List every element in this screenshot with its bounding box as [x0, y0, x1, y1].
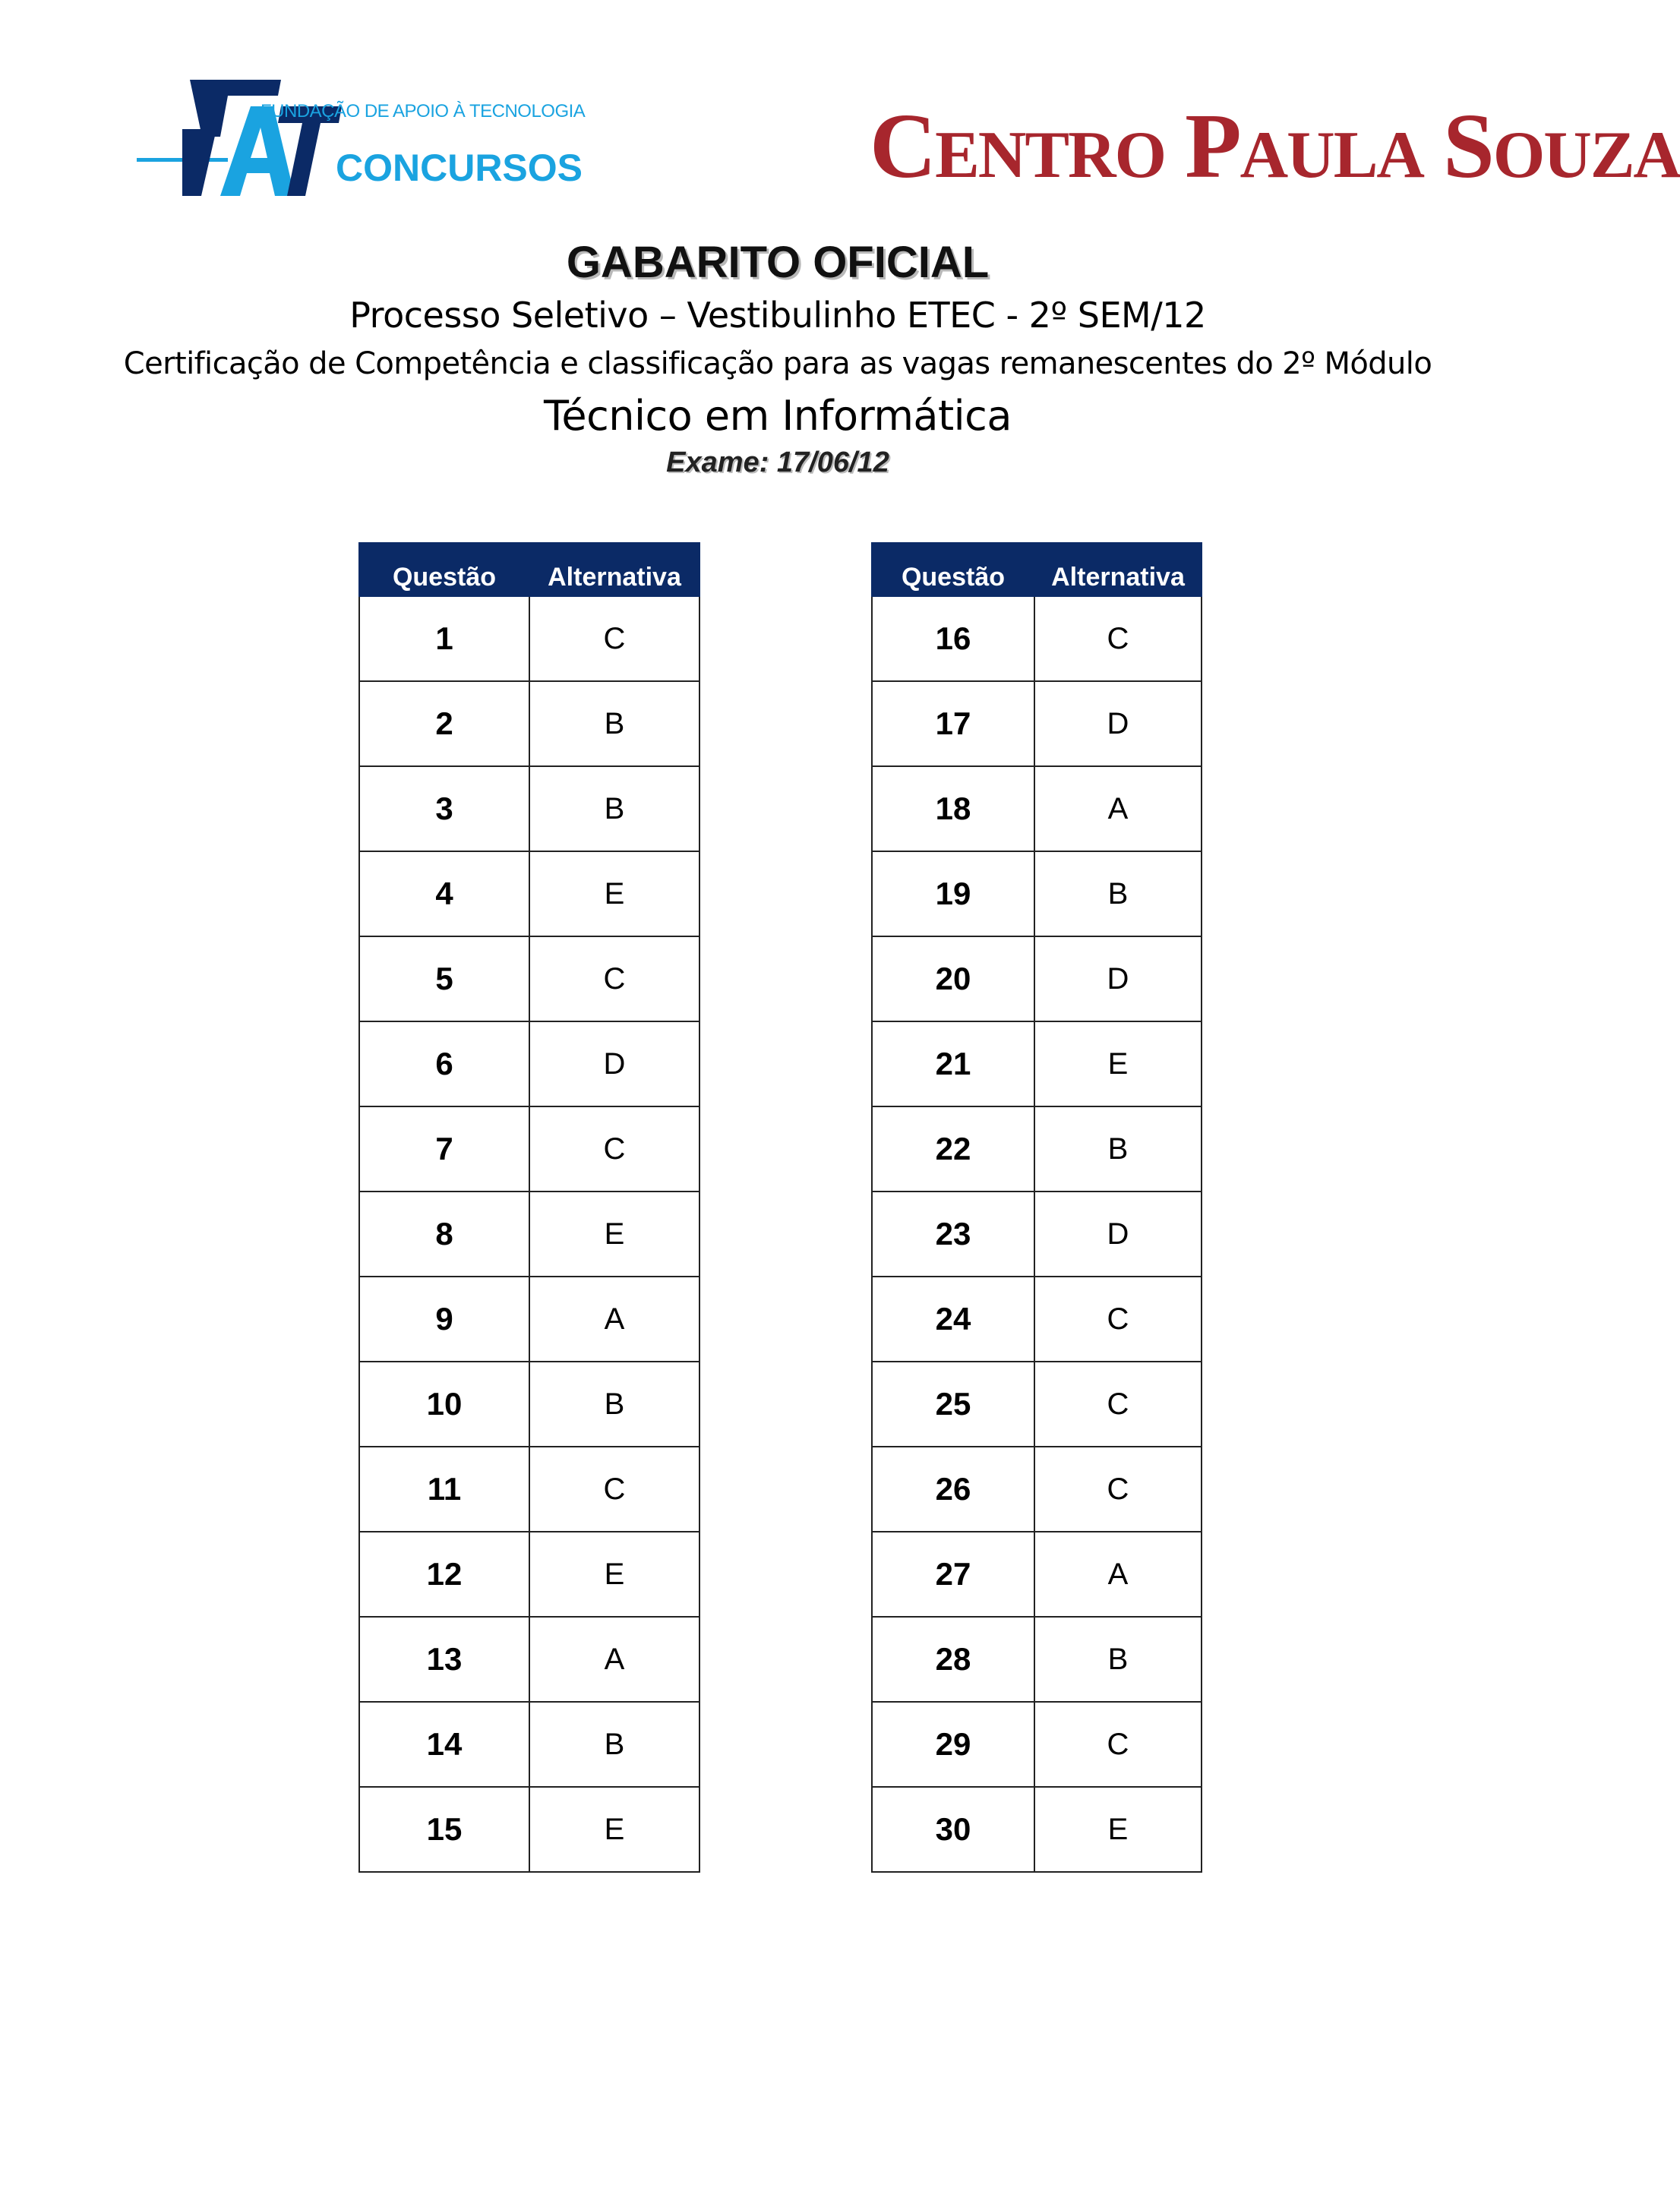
answer-alternative: A [529, 1277, 699, 1362]
table-row [359, 1021, 699, 1106]
table-row [359, 596, 699, 681]
answer-alternative: E [529, 1787, 699, 1872]
answer-alternative: B [529, 1362, 699, 1447]
question-number: 1 [359, 596, 529, 681]
table-row [359, 851, 699, 936]
table-header-row [359, 543, 699, 596]
answer-alternative: D [529, 1021, 699, 1106]
question-number: 3 [359, 766, 529, 851]
answer-alternative: E [529, 1192, 699, 1277]
question-number: 10 [359, 1362, 529, 1447]
header-alternativa: Alternativa [529, 543, 699, 596]
question-number: 20 [872, 936, 1034, 1021]
answer-alternative: A [1034, 1532, 1202, 1617]
answer-alternative: B [1034, 1617, 1202, 1702]
table-row [359, 1787, 699, 1872]
answer-alternative: E [1034, 1787, 1202, 1872]
question-number: 28 [872, 1617, 1034, 1702]
header-questao: Questão [872, 543, 1034, 596]
answer-alternative: B [1034, 1106, 1202, 1192]
question-number: 12 [359, 1532, 529, 1617]
table-row [359, 936, 699, 1021]
question-number: 9 [359, 1277, 529, 1362]
table-row [359, 766, 699, 851]
table-row [872, 596, 1202, 681]
answer-alternative: E [529, 1532, 699, 1617]
table-row [872, 1702, 1202, 1787]
table-row [872, 1362, 1202, 1447]
answer-alternative: B [529, 681, 699, 766]
table-row [872, 1192, 1202, 1277]
answer-alternative: C [529, 596, 699, 681]
fat-wordmark: CONCURSOS [336, 147, 583, 189]
answer-alternative: D [1034, 681, 1202, 766]
centro-paula-souza-logo: CENTRO PAULA SOUZA [870, 95, 1680, 197]
table-row [359, 681, 699, 766]
answer-alternative: E [529, 851, 699, 936]
answer-alternative: C [1034, 596, 1202, 681]
table-row [872, 1106, 1202, 1192]
answer-alternative: C [1034, 1277, 1202, 1362]
answer-table-left-body [359, 596, 699, 1872]
answer-alternative: B [529, 1702, 699, 1787]
answer-alternative: C [1034, 1447, 1202, 1532]
question-number: 17 [872, 681, 1034, 766]
answer-alternative: D [1034, 1192, 1202, 1277]
table-header-row [872, 543, 1202, 596]
question-number: 25 [872, 1362, 1034, 1447]
answer-alternative: A [529, 1617, 699, 1702]
fat-logo-mark-icon [137, 76, 342, 205]
question-number: 24 [872, 1277, 1034, 1362]
table-row [359, 1106, 699, 1192]
answer-alternative: A [1034, 766, 1202, 851]
question-number: 23 [872, 1192, 1034, 1277]
question-number: 22 [872, 1106, 1034, 1192]
answer-alternative: C [1034, 1702, 1202, 1787]
question-number: 16 [872, 596, 1034, 681]
question-number: 30 [872, 1787, 1034, 1872]
table-row [872, 1277, 1202, 1362]
header-questao: Questão [359, 543, 529, 596]
answer-alternative: B [529, 766, 699, 851]
answer-alternative: D [1034, 936, 1202, 1021]
question-number: 7 [359, 1106, 529, 1192]
question-number: 4 [359, 851, 529, 936]
header-alternativa: Alternativa [1034, 543, 1202, 596]
question-number: 18 [872, 766, 1034, 851]
answer-alternative: B [1034, 851, 1202, 936]
process-subtitle: Processo Seletivo – Vestibulinho ETEC - 2º SEM/12 [349, 295, 1206, 336]
table-row [359, 1277, 699, 1362]
table-row [359, 1362, 699, 1447]
table-row [359, 1532, 699, 1617]
question-number: 11 [359, 1447, 529, 1532]
table-row [359, 1702, 699, 1787]
question-number: 5 [359, 936, 529, 1021]
table-row [872, 1021, 1202, 1106]
table-row [872, 1532, 1202, 1617]
answer-table-right [871, 542, 1202, 1873]
table-row [872, 766, 1202, 851]
question-number: 21 [872, 1021, 1034, 1106]
table-row [359, 1617, 699, 1702]
answer-alternative: C [1034, 1362, 1202, 1447]
question-number: 6 [359, 1021, 529, 1106]
table-row [872, 1787, 1202, 1872]
certification-subtitle: Certificação de Competência e classificação para as vagas remanescentes do 2º Módulo [123, 346, 1432, 381]
fat-concursos-logo [137, 76, 586, 205]
question-number: 14 [359, 1702, 529, 1787]
table-row [872, 851, 1202, 936]
table-row [872, 936, 1202, 1021]
answer-alternative: C [529, 1106, 699, 1192]
table-row [359, 1192, 699, 1277]
answer-alternative: C [529, 1447, 699, 1532]
exam-date: Exame: 17/06/12 [666, 447, 889, 478]
question-number: 19 [872, 851, 1034, 936]
question-number: 15 [359, 1787, 529, 1872]
table-row [872, 1447, 1202, 1532]
answer-table-left [358, 542, 700, 1873]
question-number: 29 [872, 1702, 1034, 1787]
question-number: 27 [872, 1532, 1034, 1617]
fat-tagline: FUNDAÇÃO DE APOIO À TECNOLOGIA [261, 101, 586, 122]
question-number: 26 [872, 1447, 1034, 1532]
page-title: GABARITO OFICIAL [566, 238, 990, 287]
table-row [872, 681, 1202, 766]
table-row [872, 1617, 1202, 1702]
table-row [359, 1447, 699, 1532]
answer-alternative: E [1034, 1021, 1202, 1106]
answer-alternative: C [529, 936, 699, 1021]
question-number: 13 [359, 1617, 529, 1702]
answer-table-right-body [872, 596, 1202, 1872]
course-title: Técnico em Informática [544, 392, 1012, 440]
question-number: 8 [359, 1192, 529, 1277]
question-number: 2 [359, 681, 529, 766]
